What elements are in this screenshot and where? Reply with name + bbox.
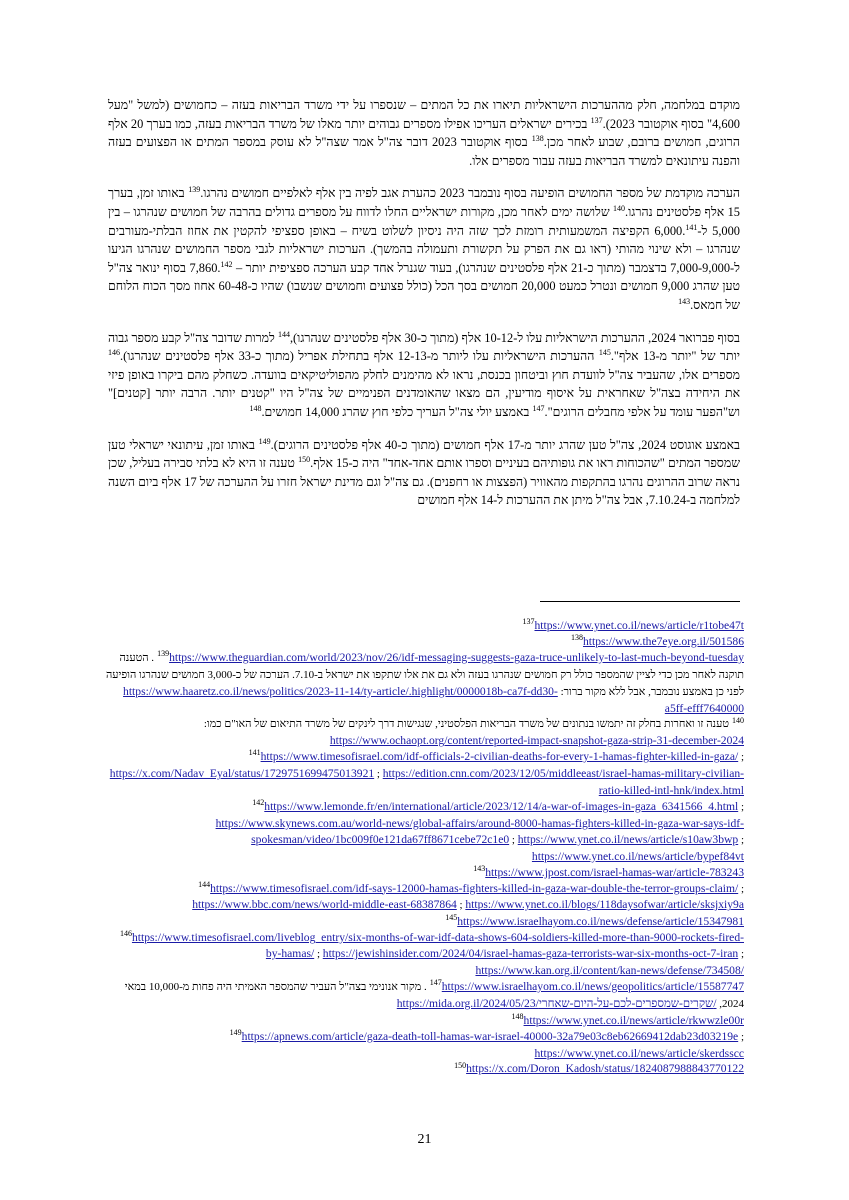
footnote-number: 150 [454, 1060, 467, 1070]
footnote-link[interactable]: https://www.ynet.co.il/blogs/118daysofwar/article/sksjxiy9a [465, 898, 744, 912]
paragraph-text: מספרים אלו, שהעביר צה"ל לוועדת חוץ וביטחון בכנסת, נראו לא מהימנים לחלק מהפוליטיקאים בוועדה. כשחלק מהם ביקרו באופן פיזי את היחידה בצה"ל שאחראית על איסוף מודיעין, הם מצאו שהאומדנים הפנימיים של צה"ל היו "קטנים יותר. הרבה יותר [קטנים]" וש"הפער עומד על אלפי מחבלים הרוגים". [108, 367, 740, 419]
footnote-reference[interactable]: 142 [220, 259, 233, 269]
footnote-link[interactable]: https://www.kan.org.il/content/kan-news/defense/734508/ [475, 964, 744, 978]
body-paragraph [108, 184, 740, 314]
paragraph-text: שלושה ימים לאחר מכן, מקורות ישראליים החלו לדווח על מספרים גדולים בהרבה של חמושים שנהרגו – בין 5,000 ל-6,000. [108, 204, 741, 238]
footnote-link[interactable]: https://edition.cnn.com/2023/12/05/middleeast/israel-hamas-military-civilian-ratio-killed-intl-hnk/index.html [382, 767, 744, 798]
footnote-link[interactable]: https://www.jpost.com/israel-hamas-war/article-783243 [485, 865, 744, 879]
footnote-number: 138 [570, 633, 583, 643]
footnote [104, 979, 744, 1013]
footnote-link[interactable]: https://www.theguardian.com/world/2023/nov/26/idf-messaging-suggests-gaza-truce-unlikely-to-last-much-beyond-tuesday [169, 650, 744, 664]
footnote-link[interactable]: https://www.ynet.co.il/news/article/bypef84vt [531, 849, 744, 863]
footnote-link[interactable]: https://www.lemonde.fr/en/international/article/2023/12/14/a-war-of-images-in-gaza_6341566_4.html [264, 799, 739, 813]
page-number: 21 [417, 1132, 432, 1147]
footnote-text: ; [738, 833, 744, 846]
footnote-link[interactable]: https://www.timesofisrael.com/idf-says-12000-hamas-fighters-killed-in-gaza-war-double-the-terror-groups-claim/ [210, 881, 739, 895]
footnote-link[interactable]: https://www.timesofisrael.com/liveblog_entry/six-months-of-war-idf-data-shows-604-soldiers-killed-more-than-9000-rockets-fired-by-hamas/ [131, 931, 744, 961]
footnote-reference[interactable]: 144 [277, 329, 290, 339]
footnote-reference[interactable]: 141 [685, 222, 698, 232]
footnote-link[interactable]: https://www.ynet.co.il/news/article/rkwwzle00r [523, 1013, 744, 1027]
footnote-link[interactable]: https://jewishinsider.com/2024/04/israel-hamas-gaza-terrorists-war-six-months-oct-7-iran [322, 947, 739, 961]
footnote-reference[interactable]: 145 [598, 348, 611, 357]
paragraph-text: למרות שדובר צה"ל קבע מספר גבוה יותר של "יותר מ-13 אלף". [108, 330, 740, 364]
footnote-text: ; [738, 948, 744, 961]
footnote-text: ; [738, 800, 744, 813]
paragraph-text: באותו זמן, עיתונאי ישראלי טען שמספר המתים "שהכוחות ראו את גופותיהם בעיניים וספרו אותם אחד-אחד" היה כ-15 אלף. [108, 437, 740, 471]
footnote-number: 145 [445, 913, 458, 923]
paragraph-text: הערכה מוקדמת של מספר החמושים הופיעה בסוף נובמבר 2023 כהערת אגב לפיה בין אלף לאלפיים חמושים נהרגו. [200, 186, 741, 201]
footnote [104, 799, 744, 865]
footnote-link[interactable]: https://www.the7eye.org.il/501586 [582, 634, 744, 648]
footnote-link[interactable]: https://www.israelhayom.co.il/news/geopolitics/article/15587747 [441, 979, 744, 993]
footnotes-section [104, 618, 744, 1077]
body-paragraph [108, 329, 740, 422]
footnote-reference[interactable]: 147 [532, 403, 545, 413]
footnote-link[interactable]: https://www.ynet.co.il/news/article/skerdsscc [534, 1046, 744, 1060]
body-paragraph [108, 96, 740, 170]
footnote-text: . מקור אנונימי בצה"ל העביר שהמספר האמיתי היה פחות מ-10,000 במאי 2024, [124, 980, 744, 1010]
paragraph-text: באותו זמן, בערך 15 אלף פלסטינים נהרגו. [108, 186, 740, 219]
footnote-number: 141 [248, 748, 261, 758]
footnote-text: ; [374, 768, 383, 781]
footnote-number: 139 [157, 648, 170, 658]
footnote-reference[interactable]: 139 [188, 185, 201, 195]
footnote-link[interactable]: https://www.timesofisrael.com/idf-officials-2-civilian-deaths-for-every-1-hamas-fighter-killed-in-gaza/ [260, 750, 739, 764]
footnote-number: 142 [252, 798, 265, 808]
paragraph-text: ההערכות הישראליות עלו ליותר מ-12-13 אלף בתחילת אפריל (מתוך כ-33 אלף פלסטינים שנהרגו). [120, 349, 599, 364]
footnote-link[interactable]: https://apnews.com/article/gaza-death-toll-hamas-war-israel-40000-32a79e03c8eb62669412dab23d03219e [241, 1029, 739, 1043]
footnote-reference[interactable]: 138 [531, 134, 544, 144]
footnote-number: 143 [473, 863, 486, 873]
footnote-link[interactable]: https://x.com/Doron_Kadosh/status/1824087988843770122 [466, 1062, 744, 1076]
footnote [104, 1061, 744, 1077]
footnote-link[interactable]: https://www.haaretz.co.il/news/politics/2023-11-14/ty-article/.highlight/0000018b-ca7f-dd30-a5ff-efff7640000 [123, 684, 744, 715]
footnote-reference[interactable]: 146 [108, 348, 120, 357]
footnote [104, 749, 744, 799]
paragraph-text: טענה זו היא לא בלתי סבירה בעליל, שכן נראה שרוב ההרוגים נהרגו בהתקפות מהאוויר (הפצצות או רחפנים). גם צה"ל וגם מדינת ישראל חזרו על ההערכה של 17 אלף ביום השנה למלחמה ב-7.10.24, אבל צה"ל מיתן את ההערכות ל-14 אלף חמושים [108, 456, 740, 508]
footnote-number: 140 [732, 715, 744, 725]
paragraph-text: הקפיצה המשמעותית רומזת לכך שזה היה ניסיון לשלוט בשיח – באופן ספציפי להקטין את אחוז הבלתי-מעורבים שנהרגו – ולא שינוי מהותי (ראו גם את הפרק על תקשורת ותעמולה בהמשך). הערכות ישראליות לגבי מספר החמושים שנהרגו הגיעו ל-7,000-9,000 בדצמבר (מתוך כ-21 אלף פלסטינים שנהרגו), בעוד שגנרל אחד קבע הערכה ספציפית יותר – 7,860. [108, 223, 740, 275]
footnote-text: . הטענה תוקנה לאחר מכן כדי לציין שהמספר כולל רק חמושים שנהרגו בעזה ולא גם את אלו שתקפו את ישראל ב-7.10. הערכה של כ-3,000 חמושים שנהרגו הופיעה לפני כן באמצע נובמבר, אבל ללא מקור ברור: [105, 651, 744, 698]
footnote-text: ; [456, 899, 466, 912]
footnote [104, 634, 744, 650]
footnote-number: 146 [119, 929, 132, 939]
footnote-reference[interactable]: 143 [678, 296, 691, 306]
footnote [104, 1013, 744, 1029]
footnote-text: ; [314, 948, 323, 961]
paragraph-text: באמצע יולי צה"ל העריך כלפי חוץ שהרג 14,000 חמושים. [261, 404, 533, 419]
paragraph-text: בכירים ישראלים העריכו אפילו מספרים גבוהים יותר מאלו של משרד הבריאות בעזה, כמו בערך 20 אלף הרוגים, חמושים ברובם, שבוע לאחר מכן. [108, 116, 740, 150]
footnote-text: ; [738, 1030, 744, 1043]
paragraph-text: מוקדם במלחמה, חלק מההערכות הישראליות תיארו את כל המתים – שנספרו על ידי משרד הבריאות בעזה – כחמושים (למשל "מעל 4,600" בסוף אוקטובר 2023). [108, 98, 740, 131]
footnote [104, 930, 744, 979]
body-paragraph [108, 436, 740, 510]
footnote-link[interactable]: https://www.skynews.com.au/world-news/global-affairs/around-8000-hamas-fighters-killed-in-gaza-war-says-idf-spokesman/video/1bc009f0e121da67ff8671cebe72c1e0 [215, 816, 744, 846]
footnote-link[interactable]: https://www.israelhayom.co.il/news/defense/article/15347981 [457, 915, 744, 929]
footnote-text: ; [509, 833, 518, 846]
footnote-text: ; [738, 882, 744, 895]
footnote-number: 147 [429, 978, 442, 988]
footnote-text: ; [738, 751, 744, 764]
main-body-text [108, 96, 740, 524]
footnote [104, 914, 744, 930]
paragraph-text: באמצע אוגוסט 2024, צה"ל טען שהרג יותר מ-17 אלף חמושים (מתוך כ-40 אלף פלסטינים הרוגים). [270, 437, 740, 452]
footnote-number: 149 [229, 1027, 242, 1037]
footnote-link[interactable]: https://www.ochaopt.org/content/reported-impact-snapshot-gaza-strip-31-december-2024 [329, 734, 744, 748]
footnote-reference[interactable]: 140 [613, 203, 626, 213]
footnote-link[interactable]: https://x.com/Nadav_Eyal/status/1729751699475013921 [109, 767, 375, 781]
footnote-reference[interactable]: 150 [298, 454, 311, 464]
footnote-link[interactable]: https://mida.org.il/2024/05/23/שקרים-שמספרים-לכם-על-היום-שאחרי/ [396, 996, 717, 1010]
footnote [104, 716, 744, 749]
footnote-link[interactable]: https://www.bbc.com/news/world-middle-east-68387864 [192, 898, 457, 912]
footnote-number: 148 [511, 1011, 524, 1021]
paragraph-text: בסוף אוקטובר 2023 דובר צה"ל אמר שצה"ל לא עוסק במספר המתים או הפצועים בעזה והפנה עיתונאים למשרד הבריאות בעזה עבור מספרים אלו. [108, 135, 740, 168]
footnote-reference[interactable]: 149 [258, 436, 271, 446]
footnote [104, 1029, 744, 1062]
footnote-link[interactable]: https://www.ynet.co.il/news/article/s10aw3bwp [517, 832, 739, 846]
footnote-number: 144 [198, 879, 211, 889]
footnote [104, 881, 744, 915]
footnote-number: 137 [522, 617, 535, 627]
paragraph-text: בסוף פברואר 2024, ההערכות הישראליות עלו ל-10-12 אלף (מתוך כ-30 אלף פלסטינים שנהרגו), [289, 330, 741, 345]
footnote-text: טענה זו ואחרות בחלק זה יתמשו בנתונים של משרד הבריאות הפלסטיני, שנגישות דרך לינקים של משרד התיאום של האו"ם כמו: [203, 718, 729, 731]
footnote [104, 865, 744, 881]
footnote [104, 618, 744, 634]
footnote [104, 650, 744, 717]
footnote-reference[interactable]: 148 [249, 403, 262, 413]
paragraph-text: בסוף ינואר צה"ל טען שהרג 9,000 חמושים ונטרל כמעט 20,000 חמושים בסך הכל (כולל פצועים וחמושים שנשבו) שהיו כ-60-48 אחוז מסך הכוח הלוחם של חמאס. [108, 260, 740, 312]
footnote-link[interactable]: https://www.ynet.co.il/news/article/r1tobe47t [534, 619, 744, 632]
footnote-separator [540, 601, 740, 602]
footnote-reference[interactable]: 137 [590, 115, 603, 125]
